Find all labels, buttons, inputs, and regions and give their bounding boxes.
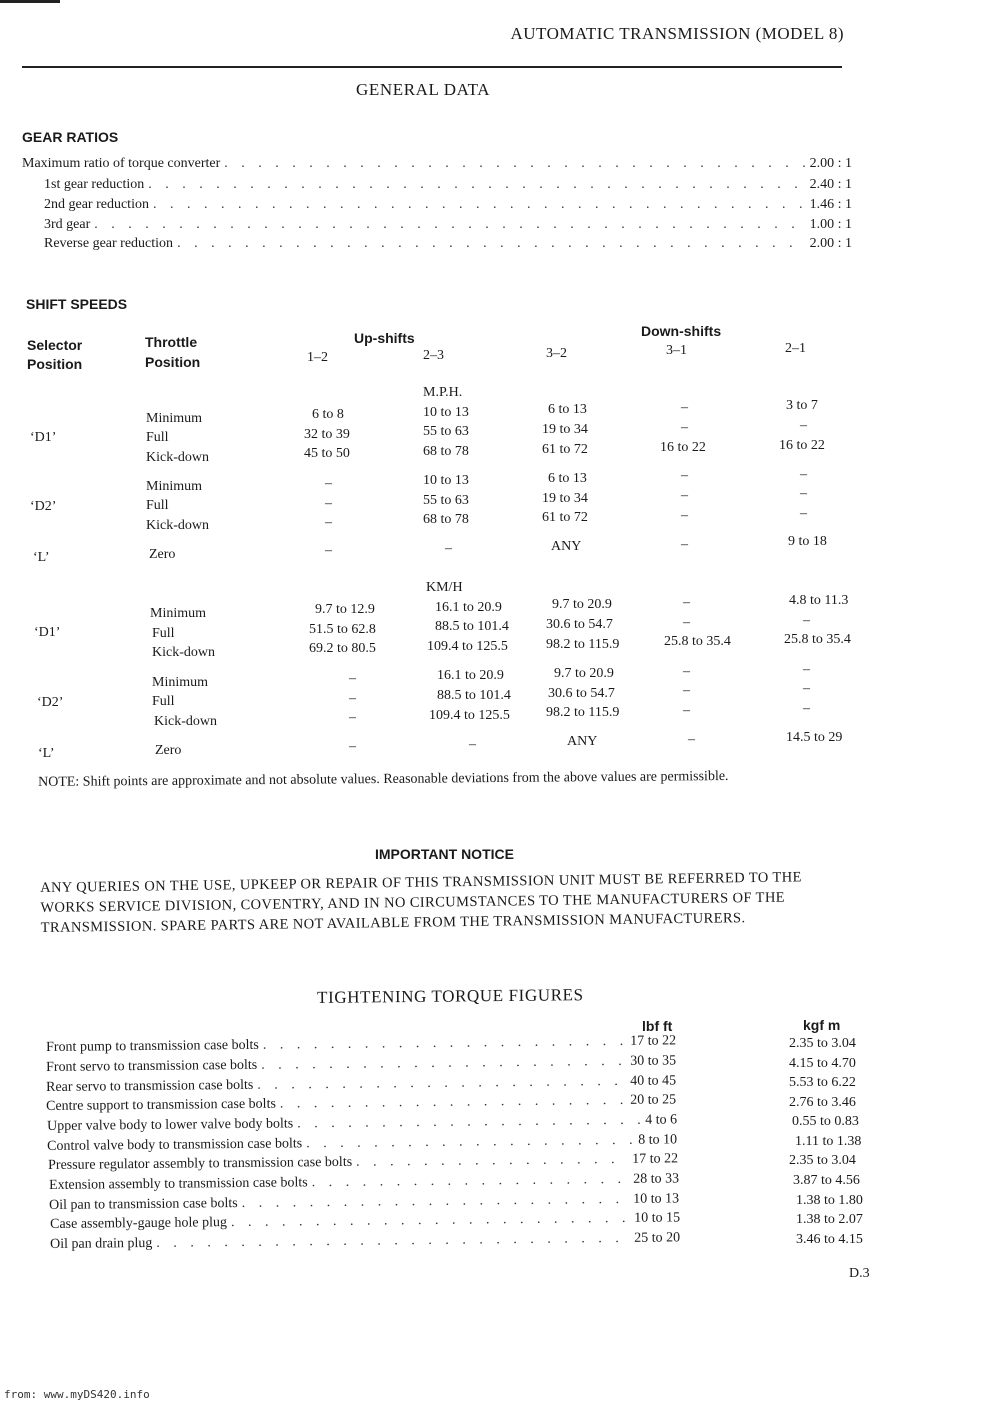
throttle-cell: Minimum	[152, 675, 209, 690]
torque-lbf-value: 17 to 22	[632, 1151, 679, 1167]
upshift-1-2-cell: 9.7 to 12.9	[315, 602, 375, 617]
gear-ratio-label: 2nd gear reduction	[44, 197, 149, 212]
dot-leader	[257, 1074, 626, 1094]
torque-row	[48, 1151, 678, 1174]
upshift-2-3-cell: 109.4 to 125.5	[429, 708, 510, 723]
downshift-2-1-cell: –	[800, 506, 807, 521]
notice-line: TRANSMISSION. SPARE PARTS ARE NOT AVAILABLE FROM THE TRANSMISSION MANUFACTURERS.	[40, 910, 746, 936]
torque-kgf-value: 1.38 to 1.80	[796, 1193, 863, 1208]
general-data-title: GENERAL DATA	[356, 80, 491, 99]
gear-ratio-value: 1.00 : 1	[809, 217, 852, 232]
torque-kgf-value: 2.35 to 3.04	[789, 1153, 856, 1168]
throttle-cell: Full	[146, 430, 169, 445]
torque-lbf-value: 4 to 6	[645, 1112, 678, 1128]
torque-label: Front servo to transmission case bolts	[46, 1057, 258, 1075]
gear-ratio-row	[44, 217, 852, 233]
col-header-3-2: 3–2	[546, 346, 567, 361]
downshift-3-2-cell: 9.7 to 20.9	[554, 666, 614, 681]
col-header-2-3: 2–3	[423, 348, 444, 363]
upshift-2-3-cell: –	[469, 737, 476, 752]
throttle-cell: Minimum	[146, 479, 203, 494]
downshift-3-1-cell: –	[681, 537, 688, 552]
downshift-2-1-cell: –	[803, 681, 810, 696]
torque-lbf-value: 10 to 15	[634, 1210, 681, 1226]
throttle-cell: Zero	[149, 547, 176, 562]
dot-leader	[148, 177, 805, 193]
torque-lbf-value: 8 to 10	[638, 1132, 678, 1148]
col-header-3-1: 3–1	[666, 343, 687, 358]
downshift-3-1-cell: –	[683, 664, 690, 679]
torque-kgf-value: 4.15 to 4.70	[789, 1056, 856, 1071]
downshift-3-2-cell: 30.6 to 54.7	[548, 686, 615, 701]
gear-ratio-row	[44, 197, 852, 213]
throttle-cell: Kick-down	[152, 645, 215, 660]
gear-ratio-row	[22, 156, 852, 172]
dot-leader	[261, 1054, 626, 1074]
col-header-1-2: 1–2	[307, 350, 328, 365]
gear-ratio-label: Maximum ratio of torque converter	[22, 156, 221, 171]
torque-label: Oil pan drain plug	[50, 1235, 153, 1252]
upshift-2-3-cell: 68 to 78	[423, 444, 469, 459]
torque-label: Case assembly-gauge hole plug	[50, 1215, 228, 1232]
dot-leader	[94, 217, 805, 233]
downshift-2-1-cell: –	[803, 701, 810, 716]
upshift-2-3-cell: 55 to 63	[423, 493, 469, 508]
important-notice-title: IMPORTANT NOTICE	[375, 846, 514, 862]
upshift-2-3-cell: 88.5 to 101.4	[437, 688, 511, 703]
throttle-cell: Kick-down	[154, 714, 217, 729]
torque-label: Oil pan to transmission case bolts	[49, 1196, 238, 1213]
dot-leader	[224, 156, 805, 172]
col-header-throttle: Throttle	[145, 334, 198, 350]
unit-mph: M.P.H.	[423, 385, 463, 400]
dot-leader	[280, 1093, 626, 1113]
downshift-3-2-cell: 9.7 to 20.9	[552, 597, 612, 612]
running-header: AUTOMATIC TRANSMISSION (MODEL 8)	[510, 24, 844, 43]
upshift-1-2-cell: –	[325, 543, 332, 558]
selector-cell: ‘L’	[33, 550, 50, 565]
upshift-1-2-cell: –	[349, 671, 356, 686]
throttle-cell: Full	[152, 694, 175, 709]
downshift-3-2-cell: 61 to 72	[542, 510, 588, 525]
col-header-upshifts: Up-shifts	[354, 330, 415, 346]
upshift-1-2-cell: –	[349, 691, 356, 706]
shift-note: NOTE: Shift points are approximate and not absolute values. Reasonable deviations from the above values are permissible.	[38, 768, 729, 790]
gear-ratio-label: 3rd gear	[44, 217, 91, 232]
source-footer: from: www.myDS420.info	[4, 1388, 150, 1401]
col-header-2-1: 2–1	[785, 341, 806, 356]
torque-kgf-value: 2.76 to 3.46	[789, 1095, 856, 1110]
torque-label: Pressure regulator assembly to transmission case bolts	[48, 1154, 353, 1173]
torque-lbf-value: 40 to 45	[630, 1073, 677, 1089]
upshift-2-3-cell: 55 to 63	[423, 424, 469, 439]
important-notice-body	[40, 867, 803, 938]
upshift-1-2-cell: –	[325, 496, 332, 511]
downshift-2-1-cell: 14.5 to 29	[786, 730, 843, 745]
torque-row	[49, 1171, 679, 1194]
selector-cell: ‘D2’	[30, 499, 57, 514]
torque-lbf-value: 30 to 35	[630, 1053, 677, 1069]
throttle-cell: Minimum	[146, 411, 203, 426]
torque-lbf-value: 20 to 25	[630, 1092, 677, 1108]
downshift-3-1-cell: 25.8 to 35.4	[664, 634, 731, 649]
gear-ratio-row	[44, 236, 852, 252]
dot-leader	[263, 1034, 627, 1054]
downshift-2-1-cell: 3 to 7	[786, 398, 818, 413]
upshift-1-2-cell: 6 to 8	[312, 407, 344, 422]
downshift-3-1-cell: –	[681, 400, 688, 415]
torque-label: Upper valve body to lower valve body bolts	[47, 1116, 294, 1134]
downshift-2-1-cell: 25.8 to 35.4	[784, 632, 851, 647]
top-edge-mark	[0, 0, 60, 3]
upshift-2-3-cell: 109.4 to 125.5	[427, 639, 508, 654]
col-header-kgf: kgf m	[803, 1017, 841, 1033]
downshift-3-1-cell: –	[683, 703, 690, 718]
gear-ratio-label: Reverse gear reduction	[44, 236, 174, 251]
col-header-throttle-2: Position	[145, 354, 201, 370]
notice-line: WORKS SERVICE DIVISION, COVENTRY, AND IN NO CIRCUMSTANCES TO THE MANUFACTURERS OF THE	[40, 889, 786, 916]
downshift-2-1-cell: –	[800, 467, 807, 482]
upshift-1-2-cell: 51.5 to 62.8	[309, 622, 376, 637]
upshift-1-2-cell: 69.2 to 80.5	[309, 641, 376, 656]
downshift-2-1-cell: –	[803, 613, 810, 628]
upshift-1-2-cell: –	[325, 515, 332, 530]
torque-kgf-value: 5.53 to 6.22	[789, 1075, 856, 1090]
downshift-3-1-cell: 16 to 22	[660, 440, 706, 455]
torque-kgf-value: 2.35 to 3.04	[789, 1036, 856, 1051]
downshift-3-2-cell: ANY	[551, 539, 582, 554]
selector-cell: ‘D1’	[30, 430, 57, 445]
dot-leader	[297, 1113, 641, 1133]
throttle-cell: Full	[152, 626, 175, 641]
downshift-3-1-cell: –	[681, 420, 688, 435]
upshift-2-3-cell: 10 to 13	[423, 473, 469, 488]
torque-row	[50, 1210, 680, 1233]
downshift-3-2-cell: 6 to 13	[548, 402, 587, 417]
downshift-3-1-cell: –	[681, 468, 688, 483]
col-header-lbf: lbf ft	[642, 1018, 673, 1034]
torque-label: Centre support to transmission case bolts	[46, 1096, 276, 1114]
downshift-2-1-cell: –	[800, 486, 807, 501]
gear-ratios-heading: GEAR RATIOS	[22, 129, 119, 145]
throttle-cell: Kick-down	[146, 518, 209, 533]
notice-line: ANY QUERIES ON THE USE, UPKEEP OR REPAIR OF THIS TRANSMISSION UNIT MUST BE REFERRED TO THE	[40, 869, 802, 896]
torque-kgf-value: 0.55 to 0.83	[792, 1114, 859, 1129]
dot-leader	[242, 1192, 630, 1212]
col-header-selector: Selector	[27, 337, 83, 353]
upshift-1-2-cell: –	[349, 739, 356, 754]
downshift-3-2-cell: 98.2 to 115.9	[546, 705, 620, 720]
downshift-3-1-cell: –	[683, 615, 690, 630]
torque-lbf-value: 28 to 33	[633, 1171, 680, 1187]
gear-ratio-row	[44, 177, 852, 193]
selector-cell: ‘D2’	[37, 695, 64, 710]
downshift-3-1-cell: –	[681, 488, 688, 503]
downshift-2-1-cell: 16 to 22	[779, 438, 825, 453]
torque-lbf-value: 10 to 13	[633, 1191, 680, 1207]
dot-leader	[312, 1172, 630, 1191]
upshift-2-3-cell: 16.1 to 20.9	[437, 668, 504, 683]
downshift-3-1-cell: –	[688, 732, 695, 747]
downshift-3-2-cell: 19 to 34	[542, 422, 588, 437]
selector-cell: ‘D1’	[34, 625, 61, 640]
col-header-downshifts: Down-shifts	[641, 323, 722, 339]
throttle-cell: Full	[146, 498, 169, 513]
torque-label: Extension assembly to transmission case bolts	[49, 1175, 308, 1193]
torque-row	[46, 1053, 676, 1076]
dot-leader	[156, 1231, 630, 1252]
downshift-3-1-cell: –	[681, 508, 688, 523]
upshift-1-2-cell: –	[325, 476, 332, 491]
upshift-2-3-cell: 16.1 to 20.9	[435, 600, 502, 615]
upshift-2-3-cell: 68 to 78	[423, 512, 469, 527]
col-header-selector-2: Position	[27, 356, 83, 372]
gear-ratio-value: 2.00 : 1	[809, 236, 852, 251]
unit-kmh: KM/H	[426, 580, 463, 595]
shift-speeds-heading: SHIFT SPEEDS	[26, 296, 128, 312]
torque-label: Rear servo to transmission case bolts	[46, 1077, 254, 1095]
page-number: D.3	[849, 1266, 870, 1281]
upshift-1-2-cell: 45 to 50	[304, 446, 350, 461]
torque-kgf-value: 3.87 to 4.56	[793, 1173, 860, 1188]
gear-ratio-value: 1.46 : 1	[809, 197, 852, 212]
dot-leader	[231, 1211, 630, 1231]
torque-kgf-value: 1.38 to 2.07	[796, 1212, 863, 1227]
upshift-2-3-cell: –	[445, 541, 452, 556]
upshift-1-2-cell: 32 to 39	[304, 427, 350, 442]
dot-leader	[153, 197, 806, 213]
dot-leader	[356, 1152, 628, 1171]
dot-leader	[306, 1133, 634, 1152]
torque-row	[46, 1033, 676, 1056]
downshift-3-2-cell: 19 to 34	[542, 491, 588, 506]
gear-ratio-value: 2.00 : 1	[809, 156, 852, 171]
downshift-3-2-cell: 30.6 to 54.7	[546, 617, 613, 632]
downshift-3-2-cell: 98.2 to 115.9	[546, 637, 620, 652]
downshift-2-1-cell: 9 to 18	[788, 534, 827, 549]
torque-title: TIGHTENING TORQUE FIGURES	[317, 985, 584, 1007]
torque-lbf-value: 25 to 20	[634, 1230, 681, 1246]
torque-row	[47, 1112, 677, 1135]
throttle-cell: Kick-down	[146, 450, 209, 465]
upshift-2-3-cell: 88.5 to 101.4	[435, 619, 509, 634]
header-rule	[22, 66, 842, 68]
torque-lbf-value: 17 to 22	[630, 1033, 677, 1049]
selector-cell: ‘L’	[38, 746, 55, 761]
downshift-3-2-cell: 6 to 13	[548, 471, 587, 486]
downshift-2-1-cell: –	[800, 418, 807, 433]
throttle-cell: Minimum	[150, 606, 207, 621]
torque-label: Front pump to transmission case bolts	[46, 1037, 259, 1055]
throttle-cell: Zero	[155, 743, 182, 758]
downshift-3-2-cell: ANY	[567, 734, 598, 749]
torque-row	[50, 1230, 680, 1253]
downshift-2-1-cell: –	[803, 662, 810, 677]
torque-kgf-value: 3.46 to 4.15	[796, 1232, 863, 1247]
downshift-3-1-cell: –	[683, 595, 690, 610]
torque-label: Control valve body to transmission case bolts	[47, 1136, 303, 1154]
torque-kgf-value: 1.11 to 1.38	[795, 1134, 862, 1149]
downshift-3-2-cell: 61 to 72	[542, 442, 588, 457]
downshift-3-1-cell: –	[683, 683, 690, 698]
upshift-1-2-cell: –	[349, 710, 356, 725]
dot-leader	[177, 236, 806, 252]
upshift-2-3-cell: 10 to 13	[423, 405, 469, 420]
gear-ratio-value: 2.40 : 1	[809, 177, 852, 192]
torque-row	[46, 1092, 676, 1115]
gear-ratio-label: 1st gear reduction	[44, 177, 145, 192]
downshift-2-1-cell: 4.8 to 11.3	[789, 593, 849, 608]
